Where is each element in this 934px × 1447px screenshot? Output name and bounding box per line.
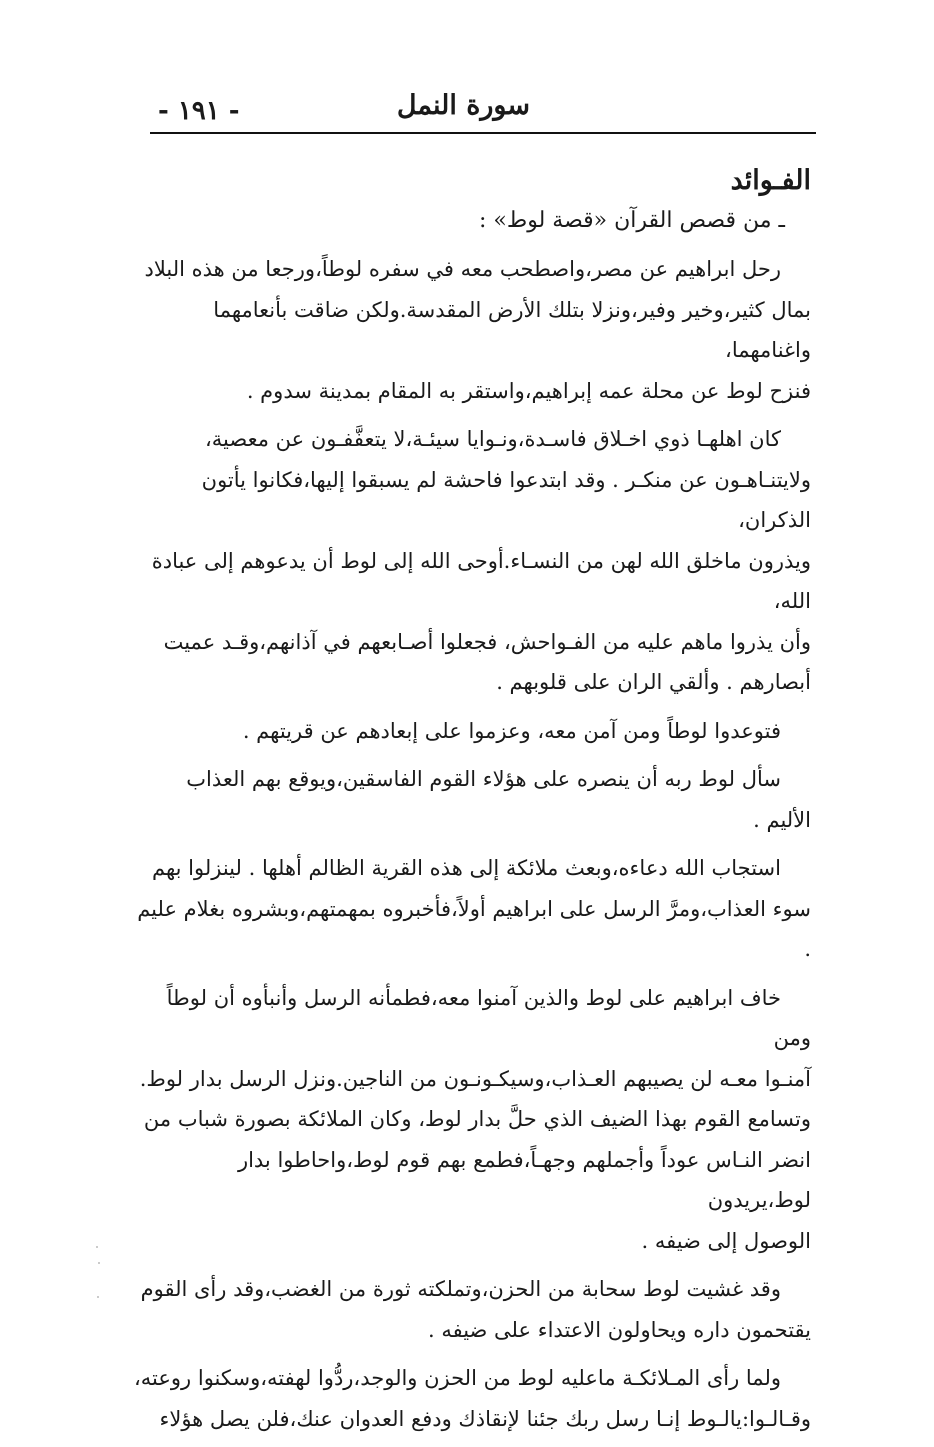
paragraph: خاف ابراهيم على لوط والذين آمنوا معه،فطمأنه الرسل وأنبأوه أن لوطاً ومن آمنـوا معـه لن يصيبهم العـذاب،وسيكـونـون من الناجين.ونزل الرسل بدار لوط. وتسامع القوم بهذا الضيف الذي حلَّ بدار لوط، وكان الملائكة بصورة شباب من انضر النـاس عوداً وأجملهم وجهـاً،فطمع بهم قوم لوط،واحاطوا بدار لوط،يريدون الوصول إلى ضيفه . — [139, 985, 811, 1253]
paragraph: وقد غشيت لوط سحابة من الحزن،وتملكته ثورة من الغضب،وقد رأى القوم يقتحمون داره ويحاولون الاعتداء على ضيفه . — [140, 1277, 811, 1342]
page-number: - ١٩١ - — [158, 96, 240, 126]
scan-speck — [98, 1262, 100, 1264]
surah-title: سورة النمل — [396, 90, 530, 121]
paragraph: سأل لوط ربه أن ينصره على هؤلاء القوم الفاسقين،ويوقع بهم العذاب الأليم . — [186, 767, 811, 832]
page-body — [128, 163, 811, 1447]
header-divider — [150, 132, 816, 134]
paragraph: استجاب الله دعاءه،وبعث ملائكة إلى هذه القرية الظالم أهلها . لينزلوا بهم سوء العذاب،ومرَّ الرسل على ابراهيم أولاً،فأخبروه بمهمتهم،وبشروه بغلام عليم . — [137, 856, 811, 961]
scan-speck — [96, 1246, 98, 1248]
paragraph: فتوعدوا لوطاً ومن آمن معه، وعزموا على إبعادهم عن قريتهم . — [242, 718, 781, 743]
section-heading: الفـوائد — [730, 165, 811, 196]
section-intro: ـ من قصص القرآن «قصة لوط» : — [479, 208, 785, 233]
paragraph: ولما رأى المـلائكـة ماعليه لوط من الحزن والوجد،ردُّوا لهفته،وسكنوا روعته، وقـالـوا:يالـوط إنـا رسل ربك جئنا لإنقاذك ودفع العدوان عنك،فلن يصل هؤلاء — [134, 1366, 811, 1431]
scan-speck — [97, 1296, 99, 1298]
paragraph: رحل ابراهيم عن مصر،واصطحب معه في سفره لوطاً،ورجعا من هذه البلاد بمال كثير،وخير وفير،ونزلا بتلك الأرض المقدسة.ولكن ضاقت بأنعامهما واغنامهما، فنزح لوط عن محلة عمه إبراهيم،واستقر به المقام بمدينة سدوم . — [144, 257, 811, 403]
page-header — [150, 86, 816, 134]
paragraph: كان اهلهـا ذوي اخـلاق فاسـدة،ونـوايا سيئـة،لا يتعفَّفـون عن معصية، ولايتنـاهـون عن منكـر . وقد ابتدعوا فاحشة لم يسبقوا إليها،فكانوا يأتون الذكران، ويذرون ماخلق الله لهن من النسـاء.أوحى الله إلى لوط أن يدعوهم إلى عبادة الله، وأن يذروا ماهم عليه من الفـواحش، فجعلوا أصـابعهم في آذانهم،وقـد عميت أبصارهم . وألقي الران على قلوبهم . — [151, 427, 811, 694]
